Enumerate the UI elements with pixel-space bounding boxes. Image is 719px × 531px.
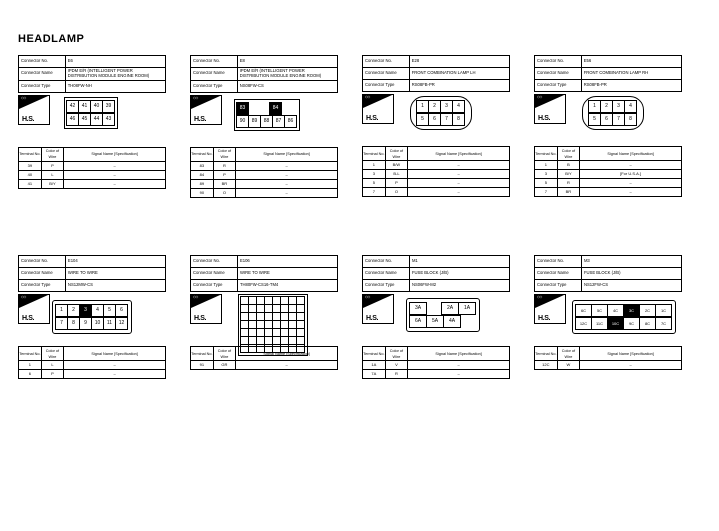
pin: 6 [115,304,128,317]
table-row [363,179,510,188]
th-terminal-no: Terminal No. [535,147,558,161]
value-connector-no: E6 [65,56,165,68]
table-row [191,188,338,197]
table-row [191,361,338,370]
label-connector-name: Connector Name [363,68,410,80]
value-connector-name: IPDM E/R (INTELLIGENT POWER DISTRIBUTION MODULE ENGINE ROOM) [237,68,337,81]
th-color-of-wire: Color of Wire [385,147,407,161]
label-connector-no: Connector No. [191,56,238,68]
hs-icon [18,294,50,324]
table-row [363,361,510,370]
connector-card-e104 [18,255,166,379]
th-signal-name: Signal Name [Specification] [64,147,166,161]
value-connector-type: TH08FW-NH [65,80,165,92]
cell-terminal-no: 1 [535,161,558,170]
pin: 10 [91,317,104,330]
th-color-of-wire: Color of Wire [41,347,63,361]
cell-wire: P [385,179,407,188]
cell-wire: O [213,188,235,197]
th-color-of-wire: Color of Wire [557,347,579,361]
pin: 9C [623,317,640,330]
connector-view [362,92,510,146]
pin [296,344,305,353]
table-row [191,179,338,188]
connector-card-m3 [534,255,682,370]
connector-view [190,292,338,346]
hs-icon [190,95,222,125]
cell-signal: – [408,179,510,188]
cell-wire: R [213,161,235,170]
value-connector-type: NS12FW-CS [581,280,681,292]
value-connector-type: NS08FW-CS [237,80,337,92]
pin: 41 [78,100,91,113]
th-color-of-wire: Color of Wire [385,347,407,361]
table-row [19,170,166,179]
th-color-of-wire: Color of Wire [41,147,63,161]
cell-terminal-no: 3 [363,170,386,179]
label-connector-type: Connector Type [19,80,66,92]
label-connector-name: Connector Name [19,68,66,81]
cell-wire: BR [213,179,235,188]
label-connector-no: Connector No. [19,256,66,268]
pin: 5A [426,315,444,328]
value-connector-type: RS08FB-PR [581,80,681,92]
th-terminal-no: Terminal No. [19,147,42,161]
label-connector-type: Connector Type [191,280,238,292]
connector-header-table [18,55,166,93]
label-connector-type: Connector Type [363,80,410,92]
connector-pinout-e104 [52,300,132,334]
label-connector-no: Connector No. [363,256,410,268]
cell-signal: – [64,170,166,179]
connector-card-e6 [18,55,166,189]
label-connector-name: Connector Name [191,268,238,280]
value-connector-name: WIRE TO WIRE [237,268,337,280]
value-connector-name: FUSE BLOCK (J/B) [581,268,681,280]
pin-gap [426,302,442,313]
pin: 3A [409,302,427,315]
cell-terminal-no: 89 [191,179,214,188]
hs-label: H.S. [194,115,207,123]
pin: 2A [441,302,459,315]
hs-label: H.S. [538,115,551,122]
value-connector-type: RS08FB-PR [409,80,509,92]
th-terminal-no: Terminal No. [363,347,386,361]
hs-icon [362,94,394,124]
value-connector-type: NS12MW-CS [65,280,165,292]
table-row [191,170,338,179]
hs-label: H.S. [22,315,35,322]
label-connector-type: Connector Type [191,80,238,92]
pin: 11C [591,317,608,330]
cell-terminal-no: 6 [19,370,42,379]
cell-terminal-no: 41 [19,179,42,188]
pin: 3 [79,304,92,317]
pin: 4 [452,100,465,113]
cell-terminal-no: 5 [535,179,558,188]
th-signal-name: Signal Name [Specification] [580,147,682,161]
terminal-table [18,147,166,189]
table-row [19,370,166,379]
value-connector-no: M1 [409,256,509,268]
cell-wire: B-L [385,170,407,179]
connector-view [190,93,338,147]
cell-wire: BR [557,188,579,197]
cell-wire: R [385,370,407,379]
connector-view [534,92,682,146]
pin: 83 [236,102,249,115]
cell-signal: – [64,361,166,370]
pin: 86 [284,115,297,128]
pin: 88 [260,115,273,128]
connector-pinout-e106 [238,294,308,358]
label-connector-no: Connector No. [535,56,582,68]
pin: 6 [428,113,441,126]
connector-pinout-e8 [234,99,300,131]
value-connector-name: FRONT COMBINATION LAMP LH [409,68,509,80]
cell-wire: B/Y [41,179,63,188]
pin: 11 [103,317,116,330]
th-signal-name: Signal Name [Specification] [236,147,338,161]
terminal-table [534,146,682,197]
pin: 9 [79,317,92,330]
pin: 4C [607,304,624,317]
hs-icon [362,294,394,324]
table-row [363,188,510,197]
pin: 87 [272,115,285,128]
cell-signal: – [408,161,510,170]
table-row [363,370,510,379]
connector-card-e106 [190,255,338,370]
cell-signal: [For U.S.A.] [580,170,682,179]
cell-signal: – [408,188,510,197]
hs-icon [534,94,566,124]
cell-terminal-no: 7 [535,188,558,197]
cell-terminal-no: 7 [363,188,386,197]
connector-pinout-m1 [406,298,480,332]
label-connector-name: Connector Name [19,268,66,280]
table-row [19,179,166,188]
pin: 6C [575,304,592,317]
connector-view [362,292,510,346]
label-connector-no: Connector No. [191,256,238,268]
cell-terminal-no: 40 [19,170,42,179]
table-row [363,161,510,170]
pin: 2 [428,100,441,113]
connector-pinout-e28 [410,96,472,130]
table-row [535,361,682,370]
value-connector-no: E104 [65,256,165,268]
pin: 2 [67,304,80,317]
pin: 4A [443,315,461,328]
pin: 42 [66,100,79,113]
cell-wire: O [385,188,407,197]
pin: 7 [440,113,453,126]
label-connector-type: Connector Type [363,280,410,292]
terminal-table [362,346,510,379]
cell-terminal-no: 7A [363,370,386,379]
cell-signal: – [408,370,510,379]
cell-terminal-no: 91 [191,361,214,370]
table-row [191,161,338,170]
th-signal-name: Signal Name [Specification] [580,347,682,361]
hs-label: H.S. [366,115,379,122]
th-terminal-no: Terminal No. [191,347,214,361]
th-signal-name: Signal Name [Specification] [236,347,338,361]
th-signal-name: Signal Name [Specification] [408,147,510,161]
value-connector-no: M3 [581,256,681,268]
pin: 44 [90,113,103,126]
cell-signal: – [236,170,338,179]
cell-terminal-no: 1 [19,361,42,370]
pin: 12 [115,317,128,330]
hs-tiny-text: ⬡⬡ [21,95,27,100]
pin: 7C [655,317,672,330]
connector-pinout-e6 [64,97,118,129]
th-color-of-wire: Color of Wire [213,347,235,361]
label-connector-no: Connector No. [363,56,410,68]
connector-pinout-m3 [572,300,676,334]
pin: 7 [55,317,68,330]
cell-wire: P [41,161,63,170]
pin: 5 [588,113,601,126]
cell-signal: – [236,188,338,197]
connector-card-m1 [362,255,510,379]
hs-icon [18,95,50,125]
label-connector-no: Connector No. [535,256,582,268]
cell-terminal-no: 5 [363,179,386,188]
pin: 39 [102,100,115,113]
pin: 12C [575,317,592,330]
cell-terminal-no: 90 [191,188,214,197]
pin: 5 [103,304,116,317]
value-connector-name: FUSE BLOCK (J/B) [409,268,509,280]
label-connector-name: Connector Name [191,68,238,81]
pin: 1 [55,304,68,317]
hs-tiny-text: ⬡⬡ [193,95,199,100]
table-row [19,361,166,370]
cell-wire: B/W [385,161,407,170]
connector-card-e56 [534,55,682,197]
pin: 4 [624,100,637,113]
cell-signal: – [580,179,682,188]
cell-wire: W [557,361,579,370]
hs-label: H.S. [366,315,379,322]
pin: 1 [588,100,601,113]
hs-icon [190,294,222,324]
value-connector-type: TH80FW-CS16-TM4 [237,280,337,292]
pin: 84 [269,102,282,115]
value-connector-no: E56 [581,56,681,68]
th-color-of-wire: Color of Wire [213,147,235,161]
cell-signal: – [580,361,682,370]
cell-terminal-no: 12C [535,361,558,370]
pin: 5C [591,304,608,317]
pin: 8 [624,113,637,126]
table-row [535,161,682,170]
value-connector-name: FRONT COMBINATION LAMP RH [581,68,681,80]
pin: 6 [600,113,613,126]
hs-label: H.S. [538,315,551,322]
label-connector-name: Connector Name [535,68,582,80]
connector-view [534,292,682,346]
table-row [535,170,682,179]
pin: 43 [102,113,115,126]
cell-signal: – [236,361,338,370]
connector-header-table [362,255,510,292]
connector-card-e28 [362,55,510,197]
label-connector-name: Connector Name [535,268,582,280]
pin: 90 [236,115,249,128]
th-terminal-no: Terminal No. [535,347,558,361]
th-terminal-no: Terminal No. [363,147,386,161]
pin: 45 [78,113,91,126]
pin: 89 [248,115,261,128]
connector-header-table [190,255,338,292]
pin: 2C [639,304,656,317]
cell-terminal-no: 83 [191,161,214,170]
value-connector-no: E28 [409,56,509,68]
connector-card-e8 [190,55,338,198]
cell-wire: R [557,179,579,188]
cell-wire: B [557,161,579,170]
pin: 7 [612,113,625,126]
connector-header-table [18,255,166,292]
pin: 40 [90,100,103,113]
cell-signal: – [408,170,510,179]
connector-view [18,292,166,346]
th-color-of-wire: Color of Wire [557,147,579,161]
value-connector-type: NS06FW-M2 [409,280,509,292]
label-connector-name: Connector Name [363,268,410,280]
connector-header-table [362,55,510,92]
value-connector-no: E106 [237,256,337,268]
th-signal-name: Signal Name [Specification] [64,347,166,361]
cell-wire: GR [213,361,235,370]
cell-wire: V [385,361,407,370]
table-row [535,188,682,197]
cell-terminal-no: 1A [363,361,386,370]
connector-header-table [534,55,682,92]
cell-signal: – [64,370,166,379]
th-terminal-no: Terminal No. [19,347,42,361]
pin: 10C [607,317,624,330]
hs-label: H.S. [194,315,207,322]
dense-pin-grid [238,294,308,356]
value-connector-name: IPDM E/R (INTELLIGENT POWER DISTRIBUTION MODULE ENGINE ROOM) [65,68,165,81]
value-connector-no: E8 [237,56,337,68]
cell-terminal-no: 1 [363,161,386,170]
pin: 1 [416,100,429,113]
terminal-table [18,346,166,379]
cell-wire: P [41,370,63,379]
cell-wire: L [41,170,63,179]
hs-tiny-text: ⬡⬡ [537,295,543,299]
cell-signal: – [236,179,338,188]
pin: 8 [452,113,465,126]
table-row [19,161,166,170]
cell-terminal-no: 84 [191,170,214,179]
cell-signal: – [580,161,682,170]
connector-view [18,93,166,147]
connector-pinout-e56 [582,96,644,130]
pin: 4 [91,304,104,317]
value-connector-name: WIRE TO WIRE [65,268,165,280]
th-terminal-no: Terminal No. [191,147,214,161]
hs-icon [534,294,566,324]
pin: 1C [655,304,672,317]
page-title: HEADLAMP [18,33,85,45]
label-connector-type: Connector Type [535,80,582,92]
cell-signal: – [408,361,510,370]
cell-signal: – [64,161,166,170]
hs-tiny-text: ⬡⬡ [537,95,543,99]
cell-wire: B/Y [557,170,579,179]
cell-signal: – [580,188,682,197]
cell-terminal-no: 39 [19,161,42,170]
cell-wire: L [41,361,63,370]
pin: 6A [409,315,427,328]
hs-tiny-text: ⬡⬡ [193,295,199,299]
pin: 8 [67,317,80,330]
hs-tiny-text: ⬡⬡ [365,95,371,99]
cell-signal: – [236,161,338,170]
th-signal-name: Signal Name [Specification] [408,347,510,361]
pin: 46 [66,113,79,126]
table-row [535,179,682,188]
terminal-table [534,346,682,370]
terminal-table [190,147,338,198]
pin: 2 [600,100,613,113]
pin: 3 [612,100,625,113]
pin: 8C [639,317,656,330]
pin: 3C [623,304,640,317]
cell-terminal-no: 3 [535,170,558,179]
pin: 5 [416,113,429,126]
label-connector-no: Connector No. [19,56,66,68]
hs-label: H.S. [22,115,35,123]
pin: 3 [440,100,453,113]
connector-header-table [190,55,338,93]
hs-tiny-text: ⬡⬡ [21,295,27,299]
table-row [363,170,510,179]
terminal-table [362,146,510,197]
cell-wire: P [213,170,235,179]
label-connector-type: Connector Type [19,280,66,292]
hs-tiny-text: ⬡⬡ [365,295,371,299]
connector-header-table [534,255,682,292]
pin-gap [248,102,270,113]
cell-signal: – [64,179,166,188]
pin: 1A [458,302,476,315]
label-connector-type: Connector Type [535,280,582,292]
